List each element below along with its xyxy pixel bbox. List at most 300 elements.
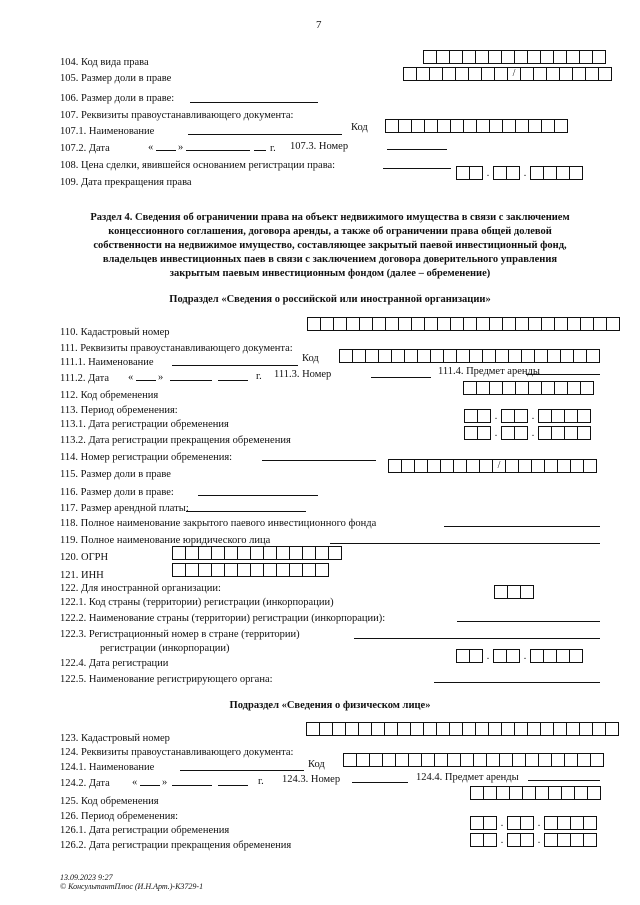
field-111-2-month[interactable] [170, 380, 212, 381]
input-cell[interactable] [522, 786, 536, 800]
input-cell[interactable] [569, 649, 583, 663]
field-113-1-date-cells[interactable] [464, 409, 591, 423]
field-124-4-line[interactable] [528, 780, 600, 781]
input-cell[interactable] [583, 459, 597, 473]
input-cell[interactable] [564, 426, 578, 440]
field-113-2-date-cells[interactable] [464, 426, 591, 440]
input-cell[interactable] [554, 317, 568, 331]
input-cell[interactable] [398, 317, 412, 331]
input-cell[interactable] [369, 753, 383, 767]
input-cell[interactable] [553, 722, 567, 736]
section-4-title-line-2: концессионного соглашения, договора аренды, а также об ограничении права общей долевой [108, 226, 552, 237]
input-cell[interactable] [289, 546, 303, 560]
input-cell[interactable] [505, 459, 519, 473]
input-cell[interactable] [492, 459, 506, 473]
subsection-organization-title: Подраздел «Сведения о российской или иностранной организации» [169, 294, 491, 305]
field-126-2-label: 126.2. Дата регистрации прекращения обременения [60, 840, 292, 851]
field-120-cells[interactable] [172, 546, 342, 560]
input-cell[interactable] [397, 722, 411, 736]
input-cell[interactable] [514, 426, 528, 440]
input-cell[interactable] [543, 166, 557, 180]
input-cell[interactable] [185, 563, 199, 577]
input-cell[interactable] [557, 816, 571, 830]
input-cell[interactable] [483, 833, 497, 847]
field-112-cells[interactable] [463, 381, 594, 395]
input-cell[interactable] [567, 381, 581, 395]
input-cell[interactable] [453, 459, 467, 473]
input-cell[interactable] [489, 317, 503, 331]
input-cell[interactable] [507, 67, 521, 81]
input-cell[interactable] [583, 816, 597, 830]
input-cell[interactable] [570, 816, 584, 830]
input-cell[interactable] [476, 317, 490, 331]
input-cell[interactable] [185, 546, 199, 560]
input-cell[interactable] [481, 67, 495, 81]
input-cell[interactable] [307, 317, 321, 331]
input-cell[interactable] [224, 546, 238, 560]
input-cell[interactable] [489, 381, 503, 395]
input-cell[interactable] [590, 753, 604, 767]
input-cell[interactable] [585, 67, 599, 81]
input-cell[interactable] [470, 833, 484, 847]
footer-timestamp: 13.09.2023 9:27 [60, 873, 113, 882]
input-cell[interactable] [527, 722, 541, 736]
input-cell[interactable] [436, 722, 450, 736]
input-cell[interactable] [583, 833, 597, 847]
input-cell[interactable] [430, 349, 444, 363]
input-cell[interactable] [559, 67, 573, 81]
input-cell[interactable] [385, 317, 399, 331]
input-cell[interactable] [416, 67, 430, 81]
input-cell[interactable] [548, 786, 562, 800]
input-cell[interactable] [543, 649, 557, 663]
input-cell[interactable] [605, 722, 619, 736]
field-111-2-year[interactable] [218, 380, 248, 381]
field-124-2-month[interactable] [172, 785, 212, 786]
input-cell[interactable] [557, 459, 571, 473]
input-cell[interactable] [473, 753, 487, 767]
input-cell[interactable] [566, 722, 580, 736]
input-cell[interactable] [538, 426, 552, 440]
input-cell[interactable] [382, 753, 396, 767]
input-cell[interactable] [502, 317, 516, 331]
input-cell[interactable] [198, 563, 212, 577]
field-111-kod-cells[interactable] [339, 349, 600, 363]
input-cell[interactable] [515, 317, 529, 331]
field-122-3-line[interactable] [354, 638, 600, 639]
input-cell[interactable] [469, 166, 483, 180]
field-121-cells[interactable] [172, 563, 329, 577]
input-cell[interactable] [507, 585, 521, 599]
input-cell[interactable] [606, 317, 620, 331]
input-cell[interactable] [579, 50, 593, 64]
input-cell[interactable] [528, 381, 542, 395]
field-122-1-cells[interactable] [494, 585, 534, 599]
field-106-line[interactable] [190, 102, 318, 103]
input-cell[interactable] [359, 317, 373, 331]
input-cell[interactable] [436, 50, 450, 64]
input-cell[interactable] [315, 546, 329, 560]
input-cell[interactable] [464, 409, 478, 423]
field-118-line[interactable] [444, 526, 600, 527]
input-cell[interactable] [417, 349, 431, 363]
input-cell[interactable] [520, 585, 534, 599]
input-cell[interactable] [515, 119, 529, 133]
input-cell[interactable] [462, 50, 476, 64]
input-cell[interactable] [514, 409, 528, 423]
input-cell[interactable] [564, 753, 578, 767]
input-cell[interactable] [502, 119, 516, 133]
input-cell[interactable] [579, 722, 593, 736]
input-cell[interactable] [463, 119, 477, 133]
input-cell[interactable] [450, 317, 464, 331]
input-cell[interactable] [493, 166, 507, 180]
input-cell[interactable] [365, 349, 379, 363]
input-cell[interactable] [456, 349, 470, 363]
input-cell[interactable] [528, 119, 542, 133]
input-cell[interactable] [411, 119, 425, 133]
input-cell[interactable] [391, 349, 405, 363]
input-cell[interactable] [556, 649, 570, 663]
input-cell[interactable] [315, 563, 329, 577]
field-123-cells[interactable] [306, 722, 619, 736]
field-107-1-line[interactable] [188, 134, 342, 135]
input-cell[interactable] [501, 409, 515, 423]
input-cell[interactable] [506, 649, 520, 663]
input-cell[interactable] [514, 722, 528, 736]
input-cell[interactable] [319, 722, 333, 736]
input-cell[interactable] [509, 786, 523, 800]
input-cell[interactable] [320, 317, 334, 331]
input-cell[interactable] [564, 409, 578, 423]
input-cell[interactable] [495, 349, 509, 363]
input-cell[interactable] [499, 753, 513, 767]
input-cell[interactable] [263, 563, 277, 577]
input-cell[interactable] [358, 722, 372, 736]
input-cell[interactable] [449, 50, 463, 64]
input-cell[interactable] [477, 426, 491, 440]
input-cell[interactable] [518, 459, 532, 473]
input-cell[interactable] [553, 50, 567, 64]
input-cell[interactable] [570, 833, 584, 847]
input-cell[interactable] [423, 722, 437, 736]
input-cell[interactable] [483, 816, 497, 830]
input-cell[interactable] [540, 50, 554, 64]
field-114-line[interactable] [262, 460, 376, 461]
input-cell[interactable] [250, 563, 264, 577]
input-cell[interactable] [476, 381, 490, 395]
input-cell[interactable] [533, 67, 547, 81]
input-cell[interactable] [544, 459, 558, 473]
input-cell[interactable] [507, 816, 521, 830]
field-107-2-month[interactable] [186, 150, 250, 151]
input-cell[interactable] [556, 166, 570, 180]
input-cell[interactable] [414, 459, 428, 473]
input-cell[interactable] [520, 67, 534, 81]
input-cell[interactable] [577, 409, 591, 423]
input-cell[interactable] [547, 349, 561, 363]
input-cell[interactable] [437, 119, 451, 133]
input-cell[interactable] [306, 722, 320, 736]
input-cell[interactable] [429, 67, 443, 81]
field-124-3-line[interactable] [352, 782, 408, 783]
input-cell[interactable] [424, 119, 438, 133]
input-cell[interactable] [488, 722, 502, 736]
input-cell[interactable] [577, 426, 591, 440]
input-cell[interactable] [211, 563, 225, 577]
field-111-1-line[interactable] [172, 365, 298, 366]
input-cell[interactable] [520, 816, 534, 830]
input-cell[interactable] [460, 753, 474, 767]
input-cell[interactable] [443, 349, 457, 363]
input-cell[interactable] [592, 50, 606, 64]
input-cell[interactable] [541, 317, 555, 331]
input-cell[interactable] [463, 317, 477, 331]
input-cell[interactable] [237, 563, 251, 577]
input-cell[interactable] [546, 67, 560, 81]
field-126-1-date-cells[interactable] [470, 816, 597, 830]
field-119-line[interactable] [330, 543, 600, 544]
input-cell[interactable] [508, 349, 522, 363]
input-cell[interactable] [535, 786, 549, 800]
input-cell[interactable] [172, 563, 186, 577]
input-cell[interactable] [250, 546, 264, 560]
field-111-4-line[interactable] [526, 374, 600, 375]
input-cell[interactable] [466, 459, 480, 473]
input-cell[interactable] [172, 546, 186, 560]
input-cell[interactable] [530, 649, 544, 663]
input-cell[interactable] [551, 409, 565, 423]
input-cell[interactable] [456, 649, 470, 663]
input-cell[interactable] [263, 546, 277, 560]
field-107-2-day[interactable] [156, 150, 176, 151]
input-cell[interactable] [462, 722, 476, 736]
input-cell[interactable] [427, 459, 441, 473]
input-cell[interactable] [482, 349, 496, 363]
field-125-cells[interactable] [470, 786, 601, 800]
input-cell[interactable] [289, 563, 303, 577]
input-cell[interactable] [521, 349, 535, 363]
input-cell[interactable] [442, 67, 456, 81]
input-cell[interactable] [424, 317, 438, 331]
input-cell[interactable] [483, 786, 497, 800]
input-cell[interactable] [554, 119, 568, 133]
input-cell[interactable] [541, 381, 555, 395]
field-117-line[interactable] [186, 511, 306, 512]
input-cell[interactable] [506, 166, 520, 180]
field-122-2-line[interactable] [457, 621, 600, 622]
input-cell[interactable] [395, 753, 409, 767]
input-cell[interactable] [551, 426, 565, 440]
input-cell[interactable] [372, 317, 386, 331]
field-107-2-year[interactable] [254, 150, 266, 151]
input-cell[interactable] [561, 786, 575, 800]
field-104-cells[interactable] [423, 50, 606, 64]
input-cell[interactable] [398, 119, 412, 133]
input-cell[interactable] [577, 753, 591, 767]
field-124-kod-cells[interactable] [343, 753, 604, 767]
input-cell[interactable] [237, 546, 251, 560]
input-cell[interactable] [515, 381, 529, 395]
input-cell[interactable] [343, 753, 357, 767]
field-116-line[interactable] [198, 495, 318, 496]
input-cell[interactable] [346, 317, 360, 331]
input-cell[interactable] [404, 349, 418, 363]
input-cell[interactable] [489, 119, 503, 133]
field-108-line[interactable] [383, 168, 451, 169]
input-cell[interactable] [333, 317, 347, 331]
input-cell[interactable] [530, 166, 544, 180]
input-cell[interactable] [544, 833, 558, 847]
input-cell[interactable] [587, 786, 601, 800]
input-cell[interactable] [593, 317, 607, 331]
input-cell[interactable] [544, 816, 558, 830]
input-cell[interactable] [569, 166, 583, 180]
input-cell[interactable] [475, 50, 489, 64]
input-cell[interactable] [440, 459, 454, 473]
input-cell[interactable] [538, 409, 552, 423]
input-cell[interactable] [528, 317, 542, 331]
input-cell[interactable] [531, 459, 545, 473]
input-cell[interactable] [371, 722, 385, 736]
input-cell[interactable] [507, 833, 521, 847]
input-cell[interactable] [554, 381, 568, 395]
input-cell[interactable] [434, 753, 448, 767]
field-111-3-line[interactable] [371, 377, 431, 378]
field-124-2-day[interactable] [140, 785, 160, 786]
field-121-label: 121. ИНН [60, 570, 104, 581]
input-cell[interactable] [520, 833, 534, 847]
input-cell[interactable] [501, 50, 515, 64]
input-cell[interactable] [450, 119, 464, 133]
field-111-2-day[interactable] [136, 380, 156, 381]
input-cell[interactable] [403, 67, 417, 81]
input-cell[interactable] [302, 563, 316, 577]
input-cell[interactable] [276, 563, 290, 577]
input-cell[interactable] [501, 426, 515, 440]
input-cell[interactable] [570, 459, 584, 473]
input-cell[interactable] [551, 753, 565, 767]
input-cell[interactable] [328, 546, 342, 560]
input-cell[interactable] [479, 459, 493, 473]
input-cell[interactable] [411, 317, 425, 331]
input-cell[interactable] [464, 426, 478, 440]
input-cell[interactable] [356, 753, 370, 767]
input-cell[interactable] [211, 546, 225, 560]
input-cell[interactable] [385, 119, 399, 133]
input-cell[interactable] [302, 546, 316, 560]
input-cell[interactable] [494, 67, 508, 81]
field-126-label: 126. Период обременения: [60, 811, 179, 822]
input-cell[interactable] [580, 317, 594, 331]
input-cell[interactable] [488, 50, 502, 64]
input-cell[interactable] [560, 349, 574, 363]
input-cell[interactable] [456, 166, 470, 180]
input-cell[interactable] [527, 50, 541, 64]
input-cell[interactable] [423, 50, 437, 64]
field-109-date-cells[interactable] [456, 166, 583, 180]
input-cell[interactable] [339, 349, 353, 363]
input-cell[interactable] [512, 753, 526, 767]
input-cell[interactable] [496, 786, 510, 800]
input-cell[interactable] [573, 349, 587, 363]
input-cell[interactable] [449, 722, 463, 736]
input-cell[interactable] [574, 786, 588, 800]
field-124-1-line[interactable] [180, 770, 304, 771]
input-cell[interactable] [580, 381, 594, 395]
input-cell[interactable] [598, 67, 612, 81]
field-107-3-label: 107.3. Номер [290, 141, 349, 152]
input-cell[interactable] [332, 722, 346, 736]
field-122-4-date-cells[interactable] [456, 649, 583, 663]
input-cell[interactable] [477, 409, 491, 423]
field-124-2-year[interactable] [218, 785, 248, 786]
input-cell[interactable] [557, 833, 571, 847]
input-cell[interactable] [469, 649, 483, 663]
field-110-cells[interactable] [307, 317, 620, 331]
input-cell[interactable] [276, 546, 290, 560]
input-cell[interactable] [586, 349, 600, 363]
field-122-5-line[interactable] [434, 682, 600, 683]
input-cell[interactable] [421, 753, 435, 767]
input-cell[interactable] [198, 546, 212, 560]
input-cell[interactable] [514, 50, 528, 64]
input-cell[interactable] [437, 317, 451, 331]
date-separator: . [494, 410, 498, 422]
input-cell[interactable] [447, 753, 461, 767]
input-cell[interactable] [572, 67, 586, 81]
input-cell[interactable] [468, 67, 482, 81]
input-cell[interactable] [475, 722, 489, 736]
field-105-cells[interactable] [403, 67, 612, 81]
input-cell[interactable] [534, 349, 548, 363]
field-126-2-date-cells[interactable] [470, 833, 597, 847]
input-cell[interactable] [486, 753, 500, 767]
input-cell[interactable] [408, 753, 422, 767]
input-cell[interactable] [567, 317, 581, 331]
input-cell[interactable] [502, 381, 516, 395]
input-cell[interactable] [494, 585, 508, 599]
input-cell[interactable] [592, 722, 606, 736]
input-cell[interactable] [566, 50, 580, 64]
input-cell[interactable] [540, 722, 554, 736]
input-cell[interactable] [493, 649, 507, 663]
input-cell[interactable] [541, 119, 555, 133]
input-cell[interactable] [224, 563, 238, 577]
input-cell[interactable] [352, 349, 366, 363]
input-cell[interactable] [525, 753, 539, 767]
date-separator: . [486, 650, 490, 662]
input-cell[interactable] [469, 349, 483, 363]
input-cell[interactable] [384, 722, 398, 736]
input-cell[interactable] [388, 459, 402, 473]
field-107-3-line[interactable] [387, 149, 447, 150]
input-cell[interactable] [463, 381, 477, 395]
input-cell[interactable] [470, 816, 484, 830]
input-cell[interactable] [345, 722, 359, 736]
input-cell[interactable] [538, 753, 552, 767]
input-cell[interactable] [501, 722, 515, 736]
field-115-cells[interactable] [388, 459, 597, 473]
input-cell[interactable] [470, 786, 484, 800]
input-cell[interactable] [410, 722, 424, 736]
input-cell[interactable] [476, 119, 490, 133]
input-cell[interactable] [401, 459, 415, 473]
field-107-kod-cells[interactable] [385, 119, 568, 133]
input-cell[interactable] [455, 67, 469, 81]
field-115-label: 115. Размер доли в праве [60, 469, 171, 480]
input-cell[interactable] [378, 349, 392, 363]
